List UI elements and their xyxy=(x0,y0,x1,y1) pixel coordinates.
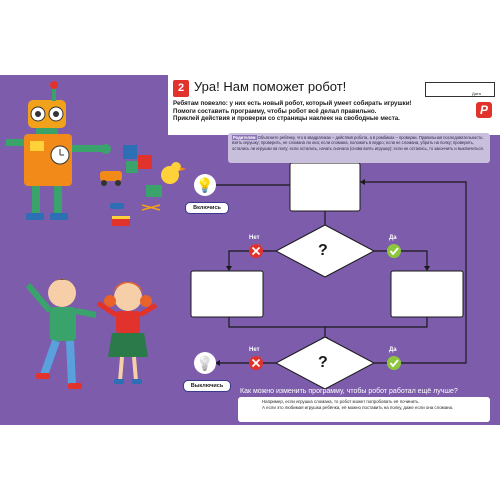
robot-illustration xyxy=(6,81,111,220)
date-label: Дата xyxy=(472,91,481,96)
parents-label: Родителям xyxy=(233,135,256,140)
yes-label-1: Да xyxy=(389,235,397,241)
improvement-question: Как можно изменить программу, чтобы робот работал ещё лучше? xyxy=(240,388,458,395)
yes-label-2: Да xyxy=(389,347,397,353)
answer-text xyxy=(262,399,488,410)
intro-line-3: Приклей действия и проверки со страницы наклеек на свободные места. xyxy=(173,115,400,122)
lightbulb-on-icon: 💡 xyxy=(194,174,216,196)
check-icon xyxy=(387,356,401,370)
lightbulb-off-icon: 💡 xyxy=(194,352,216,374)
diamond-1-question: ? xyxy=(318,242,328,259)
intro-text xyxy=(173,100,473,123)
parents-note-text: Объясните ребёнку, что в квадратиках – действия робота, а в ромбиках – проверки. Правильная последовательность: взять игрушку; проверить, не сломана ли она; если сломана, положить в ведро; если не сломана, убрать на полку; проверить, остались ли игрушки на полу; если остались, начать сначала (снова взять игрушку); если не остались, то закончить и выключиться. xyxy=(232,135,484,151)
worksheet-page xyxy=(0,75,500,425)
diamond-2-question: ? xyxy=(318,354,328,371)
logo-icon: P xyxy=(476,102,492,118)
date-field[interactable] xyxy=(425,82,495,97)
answer-line-1: Например, если игрушка сломана, то робот может попробовать её починить. xyxy=(262,399,420,404)
no-label-1: Нет xyxy=(249,235,260,241)
answer-line-2: А если это любимая игрушка ребёнка, её можно поставить на полку, даже если она сломана. xyxy=(262,404,454,410)
task-number: 2 xyxy=(173,80,189,97)
end-label: Выключись xyxy=(183,380,231,392)
girl-illustration xyxy=(98,282,156,384)
page-title: Ура! Нам поможет робот! xyxy=(194,79,347,94)
parents-note xyxy=(232,135,486,151)
intro-line-1: Ребятам повезло: у них есть новый робот, который умеет собирать игрушки! xyxy=(173,100,412,107)
intro-line-2: Помоги составить программу, чтобы робот всё делал правильно. xyxy=(173,107,377,115)
action-box-2[interactable] xyxy=(191,271,263,317)
no-label-2: Нет xyxy=(249,347,260,353)
start-label: Включись xyxy=(185,202,229,214)
action-box-3[interactable] xyxy=(391,271,463,317)
boy-illustration xyxy=(28,279,96,389)
action-box-1[interactable] xyxy=(290,163,360,211)
toys-illustration xyxy=(100,145,186,226)
check-icon xyxy=(387,244,401,258)
